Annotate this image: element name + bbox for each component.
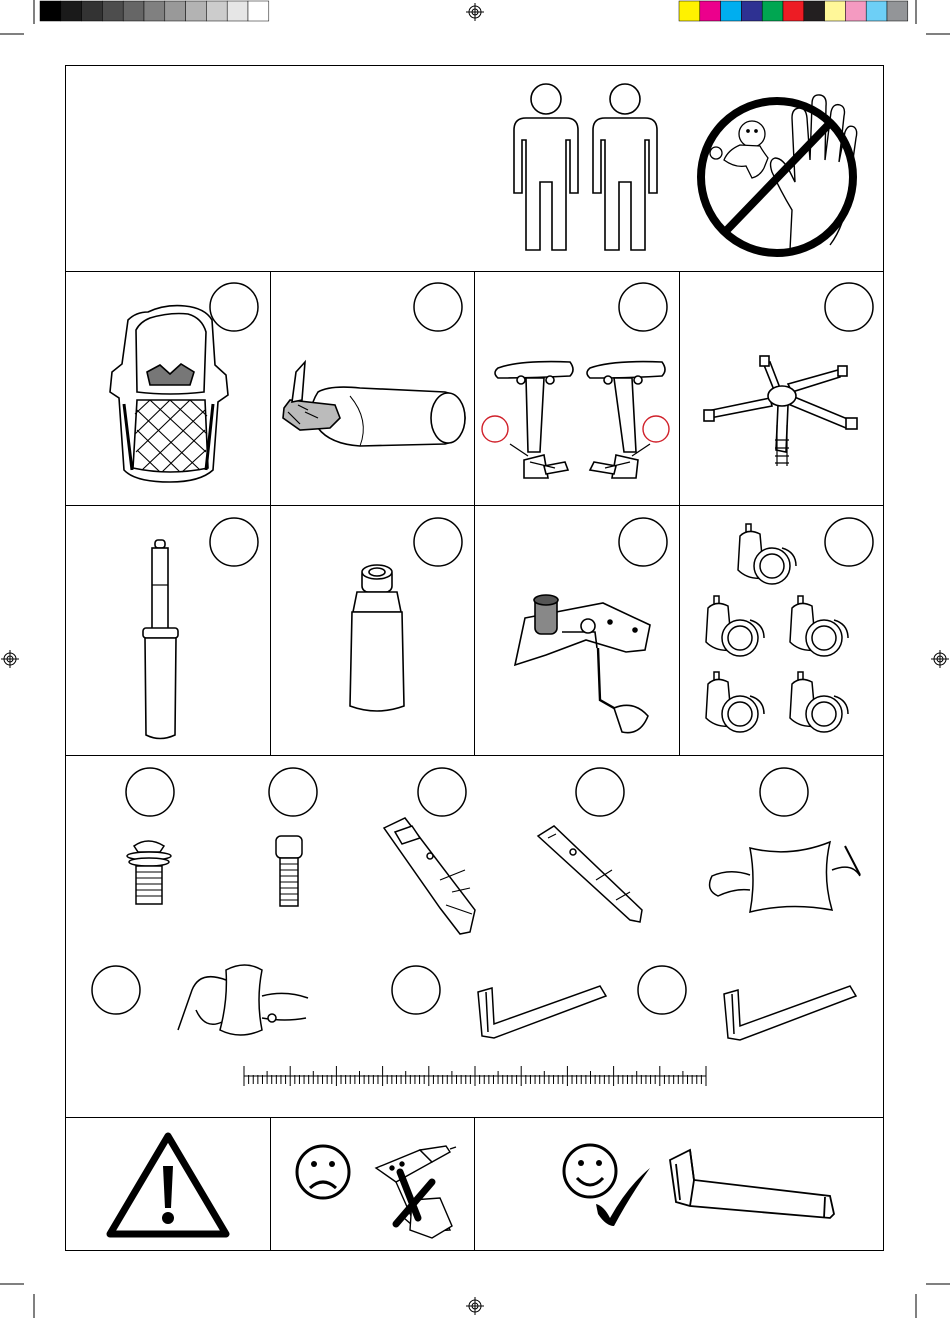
- screw-with-washer-icon: [127, 841, 171, 904]
- grayscale-swatch: [248, 1, 269, 21]
- caster-wheel-icon: [738, 524, 796, 584]
- part-number-circle: [414, 283, 462, 331]
- color-swatch: [783, 1, 804, 21]
- lumbar-pillow-icon: [710, 842, 860, 912]
- part-number-circle: [619, 283, 667, 331]
- part-number-circle: [414, 518, 462, 566]
- grayscale-swatch: [206, 1, 227, 21]
- gas-lift-cover-icon: [350, 565, 404, 711]
- backrest-icon: [110, 306, 228, 482]
- allen-key-icon: [724, 986, 856, 1040]
- color-swatch: [762, 1, 783, 21]
- grayscale-swatch: [144, 1, 165, 21]
- part-number-circle: [825, 283, 873, 331]
- tilt-mechanism-icon: [515, 595, 650, 733]
- grayscale-color-bar: [40, 1, 269, 21]
- registration-mark-icon: [466, 3, 484, 21]
- color-swatch: [741, 1, 762, 21]
- registration-mark-icon: [466, 1297, 484, 1315]
- color-swatch: [866, 1, 887, 21]
- color-swatch: [887, 1, 908, 21]
- part-number-circle: [269, 768, 317, 816]
- caster-wheel-icon: [706, 672, 764, 732]
- part-number-circle: [576, 768, 624, 816]
- color-swatch: [845, 1, 866, 21]
- part-number-circle: [418, 768, 466, 816]
- process-color-bar: [679, 1, 908, 21]
- grayscale-swatch: [165, 1, 186, 21]
- two-persons-icon: [514, 84, 657, 250]
- checkmark-icon: [596, 1168, 650, 1226]
- grayscale-swatch: [61, 1, 82, 21]
- grayscale-swatch: [123, 1, 144, 21]
- caster-wheel-icon: [706, 596, 764, 656]
- grayscale-swatch: [40, 1, 61, 21]
- wrench-tool-icon: [384, 818, 475, 934]
- no-children-warning-icon: [701, 95, 857, 253]
- ruler-icon: [244, 1066, 706, 1086]
- seat-icon: [283, 362, 465, 446]
- allen-key-icon: [478, 986, 606, 1038]
- allen-key-icon: [670, 1150, 834, 1218]
- registration-mark-icon: [931, 650, 949, 668]
- sad-face-icon: [297, 1146, 349, 1198]
- part-number-circle: [825, 518, 873, 566]
- registration-mark-icon: [1, 650, 19, 668]
- part-number-circle: [92, 966, 140, 1014]
- grayscale-swatch: [186, 1, 207, 21]
- armrests-icon: [482, 362, 669, 478]
- happy-face-icon: [564, 1145, 616, 1197]
- gas-lift-icon: [143, 540, 178, 739]
- color-swatch: [804, 1, 825, 21]
- five-star-base-icon: [704, 356, 857, 466]
- callout-circle: [643, 416, 669, 442]
- head-pillow-icon: [178, 965, 308, 1035]
- caster-wheel-icon: [790, 672, 848, 732]
- grayscale-swatch: [82, 1, 103, 21]
- warning-triangle-icon: [110, 1136, 226, 1234]
- callout-circle: [482, 416, 508, 442]
- casters-icon: [706, 524, 848, 732]
- part-number-circle: [392, 966, 440, 1014]
- part-number-circle: [638, 966, 686, 1014]
- bolt-icon: [276, 836, 302, 906]
- caster-wheel-icon: [790, 596, 848, 656]
- color-swatch: [721, 1, 742, 21]
- part-number-circle: [126, 768, 174, 816]
- color-swatch: [825, 1, 846, 21]
- part-number-circle: [619, 518, 667, 566]
- part-number-circle: [760, 768, 808, 816]
- grayscale-swatch: [227, 1, 248, 21]
- part-number-circle: [210, 518, 258, 566]
- color-swatch: [679, 1, 700, 21]
- part-number-circle: [210, 283, 258, 331]
- power-drill-crossed-icon: [376, 1146, 456, 1238]
- color-swatch: [700, 1, 721, 21]
- wrench-tool-icon: [538, 826, 642, 922]
- grayscale-swatch: [102, 1, 123, 21]
